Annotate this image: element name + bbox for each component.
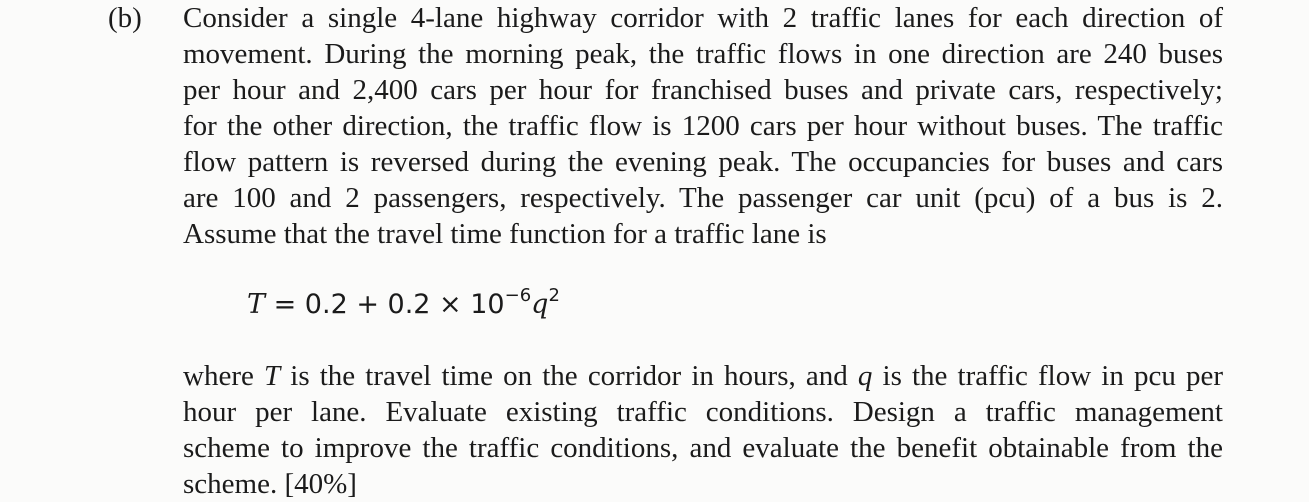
statement-line-5: flow pattern is reversed during the evening peak. The occupancies for buses and cars <box>183 146 1223 178</box>
equation-travel-time-variable: T <box>247 289 266 320</box>
equation-exponent-squared: 2 <box>548 285 560 306</box>
task-line-1-part-a: where <box>183 360 264 392</box>
task-line-1-part-b: is the travel time on the corridor in hours, and <box>280 360 858 392</box>
statement-line-2: movement. During the morning peak, the traffic flows in one direction are 240 buses <box>183 38 1223 70</box>
statement-line-6: are 100 and 2 passengers, respectively. The passenger car unit (pcu) of a bus is 2. <box>183 182 1223 214</box>
statement-line-1: Consider a single 4-lane highway corridor with 2 traffic lanes for each direction of <box>183 2 1223 34</box>
statement-line-3: per hour and 2,400 cars per hour for franchised buses and private cars, respectively; <box>183 74 1223 106</box>
problem-statement-paragraph <box>183 0 1223 252</box>
task-line-1-part-c: is the traffic flow in pcu per <box>872 360 1223 392</box>
statement-line-7: Assume that the travel time function for a traffic lane is <box>183 218 827 250</box>
equation-flow-variable: q <box>531 289 549 320</box>
task-variable-q: q <box>857 360 873 392</box>
question-label: (b) <box>108 2 142 34</box>
statement-line-4: for the other direction, the traffic flow is 1200 cars per hour without buses. The traffic <box>183 110 1223 142</box>
equation-exponent-power-of-ten: −6 <box>504 285 532 306</box>
task-line-2: hour per lane. Evaluate existing traffic conditions. Design a traffic management <box>183 396 1223 428</box>
equation-body: = 0.2 + 0.2 × 10 <box>265 289 505 320</box>
travel-time-equation <box>247 278 560 325</box>
task-line-1 <box>183 358 1223 394</box>
task-variable-t: T <box>263 360 281 392</box>
task-line-4: scheme. [40%] <box>183 468 357 500</box>
task-paragraph <box>183 358 1223 502</box>
task-line-3: scheme to improve the traffic conditions, and evaluate the benefit obtainable from the <box>183 432 1223 464</box>
